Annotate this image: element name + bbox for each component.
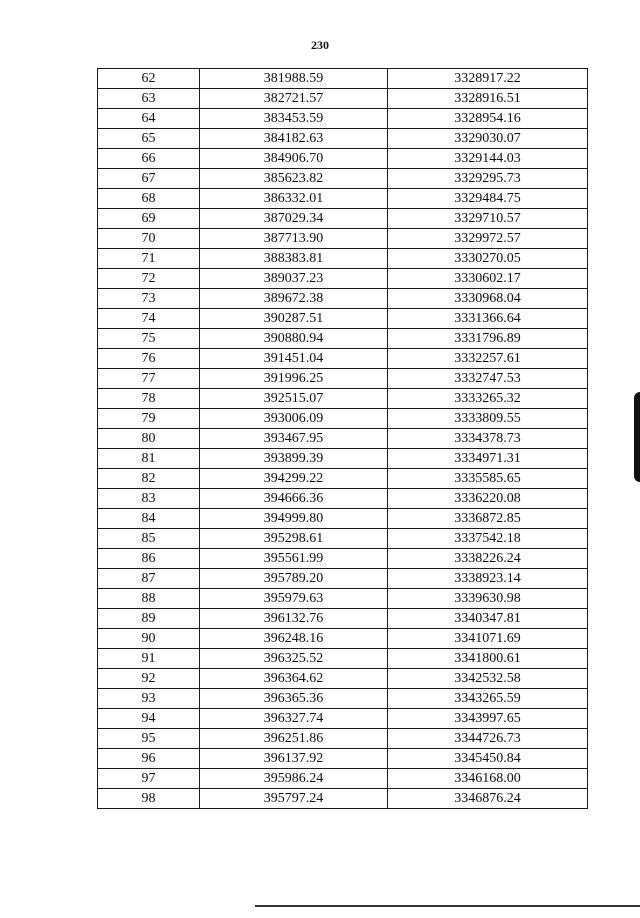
x-coordinate-cell: 389672.38 [200,289,388,309]
table-row [98,189,588,209]
point-index-cell: 65 [98,129,200,149]
x-coordinate-cell: 396327.74 [200,709,388,729]
point-index-cell: 81 [98,449,200,469]
x-coordinate-cell: 396251.86 [200,729,388,749]
table-row [98,629,588,649]
point-index-cell: 77 [98,369,200,389]
point-index-cell: 72 [98,269,200,289]
table-row [98,449,588,469]
y-coordinate-cell: 3330602.17 [388,269,588,289]
point-index-cell: 69 [98,209,200,229]
x-coordinate-cell: 385623.82 [200,169,388,189]
y-coordinate-cell: 3329295.73 [388,169,588,189]
point-index-cell: 67 [98,169,200,189]
x-coordinate-cell: 390287.51 [200,309,388,329]
y-coordinate-cell: 3329484.75 [388,189,588,209]
point-index-cell: 68 [98,189,200,209]
y-coordinate-cell: 3332747.53 [388,369,588,389]
point-index-cell: 79 [98,409,200,429]
table-row [98,529,588,549]
point-index-cell: 82 [98,469,200,489]
y-coordinate-cell: 3333265.32 [388,389,588,409]
point-index-cell: 78 [98,389,200,409]
y-coordinate-cell: 3346876.24 [388,789,588,809]
x-coordinate-cell: 393899.39 [200,449,388,469]
x-coordinate-cell: 393006.09 [200,409,388,429]
y-coordinate-cell: 3329030.07 [388,129,588,149]
point-index-cell: 76 [98,349,200,369]
x-coordinate-cell: 394666.36 [200,489,388,509]
point-index-cell: 88 [98,589,200,609]
table-row [98,589,588,609]
point-index-cell: 91 [98,649,200,669]
point-index-cell: 70 [98,229,200,249]
table-row [98,749,588,769]
x-coordinate-cell: 382721.57 [200,89,388,109]
x-coordinate-cell: 395298.61 [200,529,388,549]
point-index-cell: 85 [98,529,200,549]
y-coordinate-cell: 3341800.61 [388,649,588,669]
y-coordinate-cell: 3337542.18 [388,529,588,549]
point-index-cell: 95 [98,729,200,749]
x-coordinate-cell: 395979.63 [200,589,388,609]
y-coordinate-cell: 3328916.51 [388,89,588,109]
table-row [98,229,588,249]
y-coordinate-cell: 3331366.64 [388,309,588,329]
x-coordinate-cell: 381988.59 [200,69,388,89]
point-index-cell: 73 [98,289,200,309]
y-coordinate-cell: 3328917.22 [388,69,588,89]
table-row [98,429,588,449]
x-coordinate-cell: 390880.94 [200,329,388,349]
point-index-cell: 97 [98,769,200,789]
x-coordinate-cell: 387713.90 [200,229,388,249]
table-row [98,169,588,189]
y-coordinate-cell: 3329144.03 [388,149,588,169]
page-number: 230 [311,38,329,52]
table-row [98,789,588,809]
y-coordinate-cell: 3340347.81 [388,609,588,629]
y-coordinate-cell: 3335585.65 [388,469,588,489]
table-row [98,709,588,729]
table-row [98,149,588,169]
x-coordinate-cell: 396364.62 [200,669,388,689]
point-index-cell: 98 [98,789,200,809]
y-coordinate-cell: 3329972.57 [388,229,588,249]
table-row [98,469,588,489]
table-row [98,409,588,429]
x-coordinate-cell: 395797.24 [200,789,388,809]
x-coordinate-cell: 395986.24 [200,769,388,789]
x-coordinate-cell: 396248.16 [200,629,388,649]
point-index-cell: 86 [98,549,200,569]
x-coordinate-cell: 392515.07 [200,389,388,409]
coordinate-table [97,68,588,809]
table-row [98,769,588,789]
point-index-cell: 92 [98,669,200,689]
y-coordinate-cell: 3333809.55 [388,409,588,429]
x-coordinate-cell: 387029.34 [200,209,388,229]
y-coordinate-cell: 3336872.85 [388,509,588,529]
x-coordinate-cell: 391996.25 [200,369,388,389]
x-coordinate-cell: 386332.01 [200,189,388,209]
y-coordinate-cell: 3334378.73 [388,429,588,449]
x-coordinate-cell: 391451.04 [200,349,388,369]
table-row [98,649,588,669]
x-coordinate-cell: 394299.22 [200,469,388,489]
x-coordinate-cell: 396137.92 [200,749,388,769]
x-coordinate-cell: 389037.23 [200,269,388,289]
table-row [98,389,588,409]
y-coordinate-cell: 3334971.31 [388,449,588,469]
table-row [98,369,588,389]
table-row [98,569,588,589]
table-row [98,609,588,629]
y-coordinate-cell: 3330968.04 [388,289,588,309]
point-index-cell: 71 [98,249,200,269]
x-coordinate-cell: 395789.20 [200,569,388,589]
point-index-cell: 93 [98,689,200,709]
y-coordinate-cell: 3328954.16 [388,109,588,129]
table-row [98,309,588,329]
table-row [98,329,588,349]
x-coordinate-cell: 396365.36 [200,689,388,709]
x-coordinate-cell: 395561.99 [200,549,388,569]
table-row [98,209,588,229]
edge-mark [634,392,640,482]
point-index-cell: 62 [98,69,200,89]
table-row [98,489,588,509]
y-coordinate-cell: 3336220.08 [388,489,588,509]
y-coordinate-cell: 3343265.59 [388,689,588,709]
y-coordinate-cell: 3341071.69 [388,629,588,649]
bottom-rule [255,905,640,907]
y-coordinate-cell: 3330270.05 [388,249,588,269]
point-index-cell: 89 [98,609,200,629]
table-row [98,89,588,109]
x-coordinate-cell: 394999.80 [200,509,388,529]
point-index-cell: 64 [98,109,200,129]
point-index-cell: 74 [98,309,200,329]
point-index-cell: 87 [98,569,200,589]
point-index-cell: 90 [98,629,200,649]
y-coordinate-cell: 3339630.98 [388,589,588,609]
y-coordinate-cell: 3345450.84 [388,749,588,769]
point-index-cell: 96 [98,749,200,769]
table-row [98,269,588,289]
point-index-cell: 84 [98,509,200,529]
table-row [98,669,588,689]
table-row [98,129,588,149]
x-coordinate-cell: 384906.70 [200,149,388,169]
x-coordinate-cell: 393467.95 [200,429,388,449]
table-row [98,689,588,709]
table-row [98,289,588,309]
x-coordinate-cell: 388383.81 [200,249,388,269]
point-index-cell: 66 [98,149,200,169]
y-coordinate-cell: 3338923.14 [388,569,588,589]
y-coordinate-cell: 3346168.00 [388,769,588,789]
x-coordinate-cell: 384182.63 [200,129,388,149]
table-row [98,549,588,569]
point-index-cell: 83 [98,489,200,509]
point-index-cell: 80 [98,429,200,449]
table-row [98,349,588,369]
point-index-cell: 63 [98,89,200,109]
x-coordinate-cell: 396325.52 [200,649,388,669]
point-index-cell: 75 [98,329,200,349]
y-coordinate-cell: 3332257.61 [388,349,588,369]
table-row [98,109,588,129]
point-index-cell: 94 [98,709,200,729]
y-coordinate-cell: 3329710.57 [388,209,588,229]
x-coordinate-cell: 396132.76 [200,609,388,629]
y-coordinate-cell: 3338226.24 [388,549,588,569]
coordinate-table-body [98,69,588,809]
table-row [98,729,588,749]
y-coordinate-cell: 3344726.73 [388,729,588,749]
y-coordinate-cell: 3342532.58 [388,669,588,689]
y-coordinate-cell: 3343997.65 [388,709,588,729]
table-row [98,69,588,89]
y-coordinate-cell: 3331796.89 [388,329,588,349]
x-coordinate-cell: 383453.59 [200,109,388,129]
table-row [98,509,588,529]
table-row [98,249,588,269]
